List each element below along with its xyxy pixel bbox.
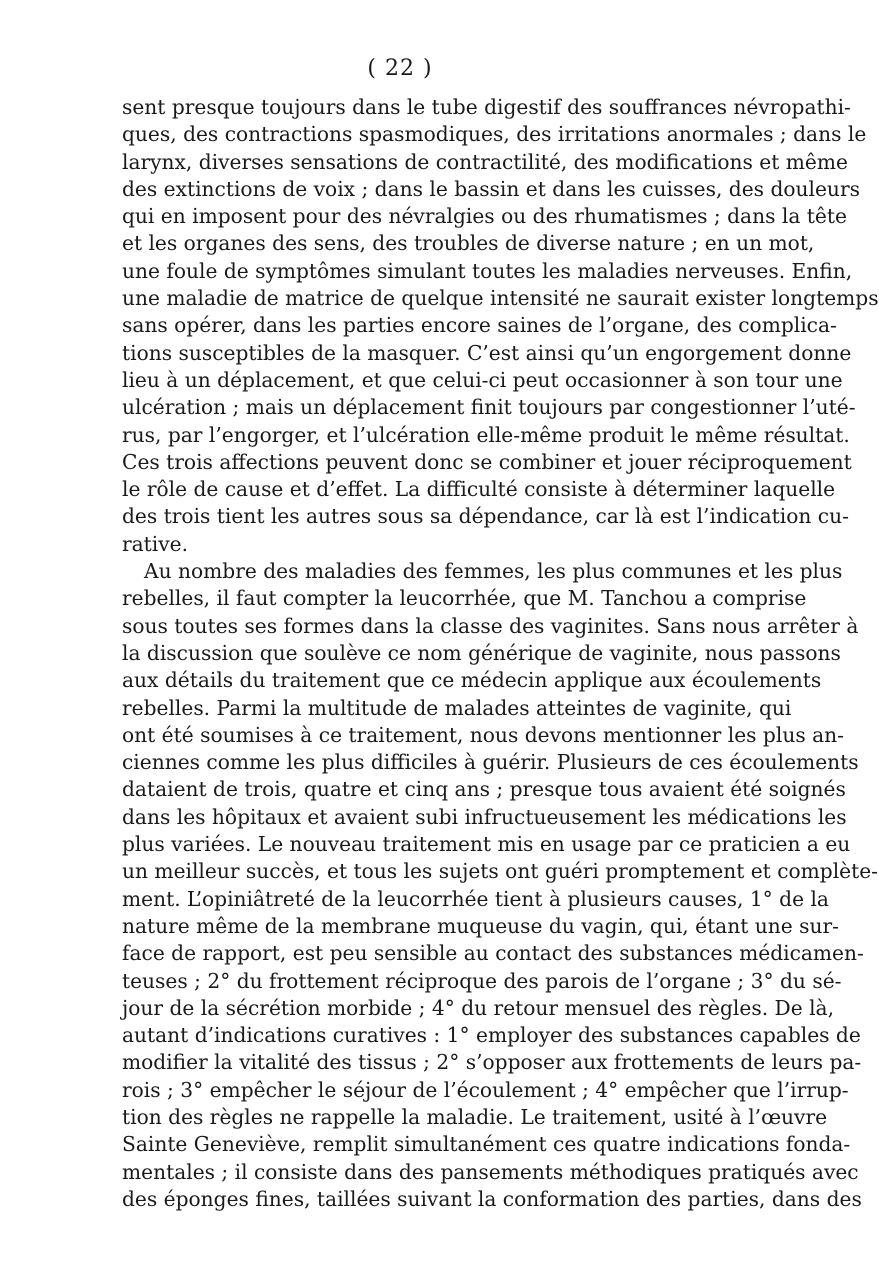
text-line: ment. L’opiniâtreté de la leucorrhée tient à plusieurs causes, 1° de la (122, 886, 829, 911)
text-line: le rôle de cause et d’effet. La difficulté consiste à déterminer laquelle (122, 477, 836, 502)
text-line: jour de la sécrétion morbide ; 4° du retour mensuel des règles. De là, (122, 995, 834, 1020)
text-line: teuses ; 2° du frottement réciproque des parois de l’organe ; 3° du sé- (122, 968, 842, 993)
text-line: une foule de symptômes simulant toutes les maladies nerveuses. Enfin, (122, 258, 853, 283)
text-line: modifier la vitalité des tissus ; 2° s’opposer aux frottements de leurs pa- (122, 1050, 862, 1075)
paragraph (122, 94, 879, 558)
text-line: des extinctions de voix ; dans le bassin et dans les cuisses, des douleurs (122, 176, 860, 201)
text-line: rebelles, il faut compter la leucorrhée, que M. Tanchou a comprise (122, 586, 807, 611)
text-line: Sainte Geneviève, remplit simultanément ces quatre indications fonda- (122, 1132, 851, 1157)
text-line: dans les hôpitaux et avaient subi infructueusement les médications les (122, 804, 847, 829)
text-line: rois ; 3° empêcher le séjour de l’écoulement ; 4° empêcher que l’irrup- (122, 1077, 849, 1102)
text-line: ont été soumises à ce traitement, nous devons mentionner les plus an- (122, 722, 844, 747)
text-line: Au nombre des maladies des femmes, les plus communes et les plus (144, 559, 843, 584)
text-line: qui en imposent pour des névralgies ou des rhumatismes ; dans la tête (122, 204, 847, 229)
text-line: tions susceptibles de la masquer. C’est ainsi qu’un engorgement donne (122, 340, 852, 365)
text-line: sent presque toujours dans le tube digestif des souffrances névropathi- (122, 95, 851, 119)
text-line: ulcération ; mais un déplacement finit toujours par congestionner l’uté- (122, 395, 856, 420)
text-line: des trois tient les autres sous sa dépendance, car là est l’indication cu- (122, 504, 849, 529)
text-line: rative. (122, 531, 189, 556)
text-line: rus, par l’engorger, et l’ulcération elle-même produit le même résultat. (122, 422, 850, 447)
text-line: dataient de trois, quatre et cinq ans ; presque tous avaient été soignés (122, 777, 846, 802)
text-line: lieu à un déplacement, et que celui-ci peut occasionner à son tour une (122, 367, 843, 392)
text-line: face de rapport, est peu sensible au contact des substances médicamen- (122, 941, 864, 966)
text-line: des éponges fines, taillées suivant la conformation des parties, dans des (122, 1186, 862, 1211)
text-line: Ces trois affections peuvent donc se combiner et jouer réciproquement (122, 449, 852, 474)
text-line: sous toutes ses formes dans la classe des vaginites. Sans nous arrêter à (122, 613, 859, 638)
body-text (122, 94, 879, 1213)
text-line: et les organes des sens, des troubles de diverse nature ; en un mot, (122, 231, 815, 256)
text-line: sans opérer, dans les parties encore saines de l’organe, des complica- (122, 313, 837, 338)
text-line: la discussion que soulève ce nom générique de vaginite, nous passons (122, 640, 841, 665)
text-line: ciennes comme les plus difficiles à guérir. Plusieurs de ces écoulements (122, 750, 859, 775)
text-line: aux détails du traitement que ce médecin applique aux écoulements (122, 668, 822, 693)
text-line: mentales ; il consiste dans des pansements méthodiques pratiqués avec (122, 1159, 859, 1184)
text-line: une maladie de matrice de quelque intensité ne saurait exister longtemps (122, 286, 879, 311)
text-line: plus variées. Le nouveau traitement mis en usage par ce praticien a eu (122, 832, 851, 857)
paragraph (122, 558, 879, 1213)
text-line: un meilleur succès, et tous les sujets ont guéri promptement et complète- (122, 859, 879, 884)
text-line: tion des règles ne rappelle la maladie. Le traitement, usité à l’œuvre (122, 1104, 828, 1129)
text-line: nature même de la membrane muqueuse du vagin, qui, étant une sur- (122, 913, 839, 938)
text-line: rebelles. Parmi la multitude de malades atteintes de vaginite, qui (122, 695, 792, 720)
text-line: autant d’indications curatives : 1° employer des substances capables de (122, 1023, 861, 1048)
page-number: ( 22 ) (367, 56, 433, 81)
text-line: larynx, diverses sensations de contractilité, des modifications et même (122, 149, 848, 174)
text-line: ques, des contractions spasmodiques, des irritations anormales ; dans le (122, 122, 867, 147)
